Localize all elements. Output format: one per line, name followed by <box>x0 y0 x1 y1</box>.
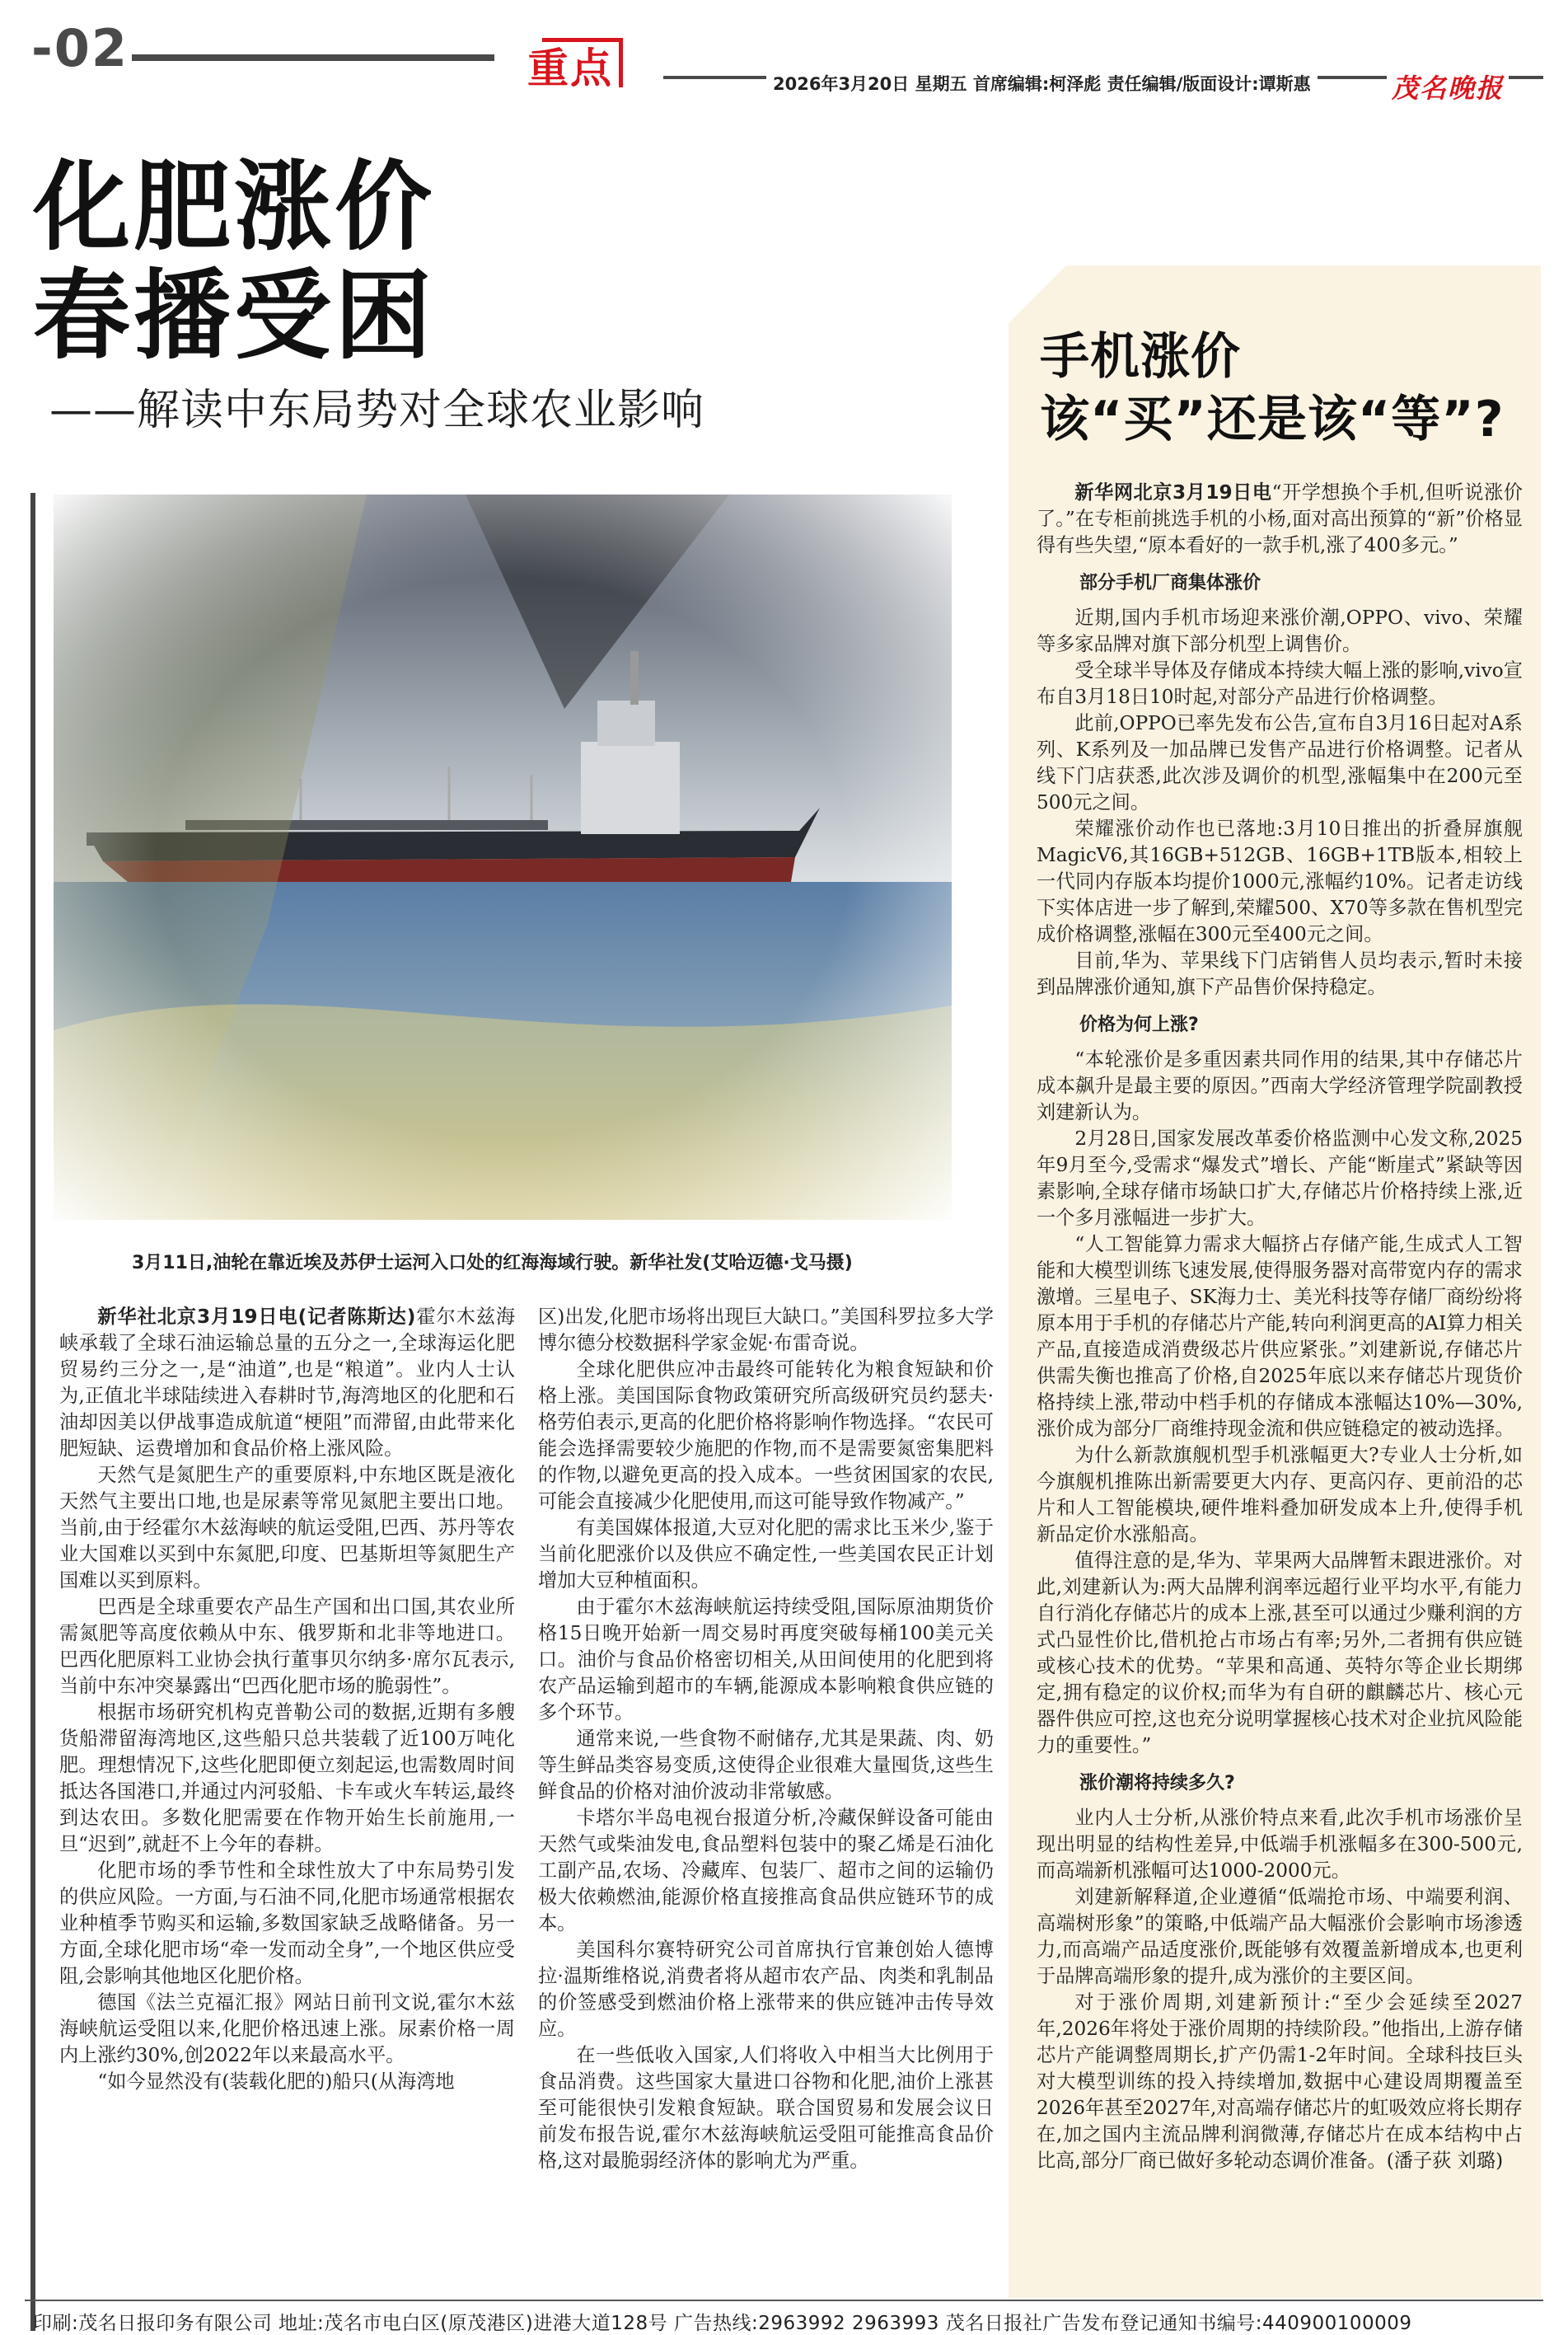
paragraph-text: 区)出发,化肥市场将出现巨大缺口。”美国科罗拉多大学博尔德分校数据科学家金妮·布雷奇说。 <box>538 1306 994 1354</box>
paragraph-text: 全球化肥供应冲击最终可能转化为粮食短缺和价格上涨。美国国际食物政策研究所高级研究员约瑟夫·格劳伯表示,更高的化肥价格将影响作物选择。“农民可能会选择需要较少施肥的作物,而不是需要氮密集肥料的作物,以避免更高的投入成本。一些贫困国家的农民,可能会直接减少化肥使用,而这可能导致作物减产。” <box>538 1358 994 1512</box>
article-paragraph <box>59 1990 515 2069</box>
footer-rule <box>25 2300 1543 2301</box>
paragraph-text: 由于霍尔木兹海峡航运持续受阻,国际原油期货价格15日晚开始新一周交易时再度突破每桶100美元关口。油价与食品价格密切相关,从田间使用的化肥到将农产品运输到超市的车辆,能源成本影响粮食供应链的多个环节。 <box>538 1596 994 1723</box>
paragraph-text: 在一些低收入国家,人们将收入中相当大比例用于食品消费。这些国家大量进口谷物和化肥,油价上涨甚至可能很快引发粮食短缺。联合国贸易和发展会议日前发布报告说,霍尔木兹海峡航运受阻可能推高食品价格,这对最脆弱经济体的影响尤为严重。 <box>538 2044 994 2172</box>
paragraph-text: 为什么新款旗舰机型手机涨幅更大?专业人士分析,如今旗舰机推陈出新需要更大内存、更高闪存、更前沿的芯片和人工智能模块,硬件堆料叠加研发成本上升,使得手机新品定价水涨船高。 <box>1037 1444 1523 1545</box>
dateline: 新华社北京3月19日电(记者陈斯达) <box>97 1306 416 1328</box>
header-rule-left <box>132 54 494 61</box>
paragraph-text: 对于涨价周期,刘建新预计:“至少会延续至2027年,2026年将处于涨价周期的持续阶段。”他指出,上游存储芯片产能调整周期长,扩产仍需1-2年时间。全球科技巨头对大模型训练的投入持续增加,数据中心建设周期覆盖至2026年甚至2027年,对高端存储芯片的虹吸效应将长期存在,加之国内主流品牌利润微薄,存储芯片在成本结构中占比高,部分厂商已做好多轮动态调价准备。(潘子荻 刘璐) <box>1037 1991 1523 2172</box>
sidebar-title-line-2: 该“买”还是该“等”? <box>1040 391 1505 448</box>
sidebar-paragraph <box>1037 1231 1523 1442</box>
article-paragraph <box>538 1304 994 1357</box>
footer-imprint: 印刷:茂名日报印务有限公司 地址:茂名市电白区(原茂港区)进港大道128号 广告热线:2963992 2963993 茂名日报社广告发布登记通知书编号:440900100009 <box>33 2313 1412 2334</box>
article-paragraph <box>538 1726 994 1805</box>
paragraph-text: 天然气是氮肥生产的重要原料,中东地区既是液化天然气主要出口地,也是尿素等常见氮肥主要出口地。当前,由于经霍尔木兹海峡的航运受阻,巴西、苏丹等农业大国难以买到中东氮肥,印度、巴基斯坦等氮肥生产国难以买到原料。 <box>59 1464 515 1592</box>
article-column-1 <box>59 1304 515 2095</box>
section-label: 重点 <box>527 45 613 92</box>
article-paragraph <box>538 1357 994 1515</box>
paragraph-text: 值得注意的是,华为、苹果两大品牌暂未跟进涨价。对此,刘建新认为:两大品牌利润率远超行业平均水平,有能力自行消化存储芯片的成本上涨,甚至可以通过少赚利润的方式凸显性价比,借机抢占市场占有率;另外,二者拥有供应链或核心技术的优势。“苹果和高通、英特尔等企业长期绑定,拥有稳定的议价权;而华为有自研的麒麟芯片、核心元器件供应可控,这也充分说明掌握核心技术对企业抗风险能力的重要性。” <box>1037 1550 1523 1756</box>
sidebar-paragraph <box>1037 1442 1523 1548</box>
sidebar-paragraph <box>1037 658 1523 710</box>
news-photo-tanker <box>54 495 952 1220</box>
paragraph-text: 荣耀涨价动作也已落地:3月10日推出的折叠屏旗舰MagicV6,其16GB+512GB、16GB+1TB版本,相较上一代同内存版本均提价1000元,涨幅约10%。记者走访线下实体店进一步了解到,荣耀500、X70等多款在售机型完成价格调整,涨幅在300元至400元之间。 <box>1037 818 1523 945</box>
headline-line-2: 春播受困 <box>33 259 436 373</box>
article-paragraph <box>59 1858 515 1990</box>
paragraph-text: 巴西是全球重要农产品生产国和出口国,其农业所需氮肥等高度依赖从中东、俄罗斯和北非等地进口。巴西化肥原料工业协会执行董事贝尔纳多·席尔瓦表示,当前中东冲突暴露出“巴西化肥市场的脆弱性”。 <box>59 1596 515 1697</box>
article-column-2 <box>538 1304 994 2174</box>
header-info: 2026年3月20日 星期五 首席编辑:柯泽彪 责任编辑/版面设计:谭斯惠 <box>766 71 1318 96</box>
section-tag <box>517 31 623 99</box>
article-paragraph <box>59 1304 515 1462</box>
headline <box>33 150 436 373</box>
sidebar-paragraph <box>1037 1548 1523 1759</box>
sidebar-title <box>1040 326 1505 451</box>
paragraph-text: 卡塔尔半岛电视台报道分析,冷藏保鲜设备可能由天然气或柴油发电,食品塑料包装中的聚乙烯是石油化工副产品,农场、冷藏库、包装厂、超市之间的运输仍极大依赖燃油,能源价格直接推高食品供应链环节的成本。 <box>538 1807 994 1934</box>
page-number: -02 <box>31 18 129 78</box>
sidebar-paragraph <box>1037 1884 1523 1990</box>
paragraph-text: 德国《法兰克福汇报》网站日前刊文说,霍尔木兹海峡航运受阻以来,化肥价格迅速上涨。尿素价格一周内上涨约30%,创2022年以来最高水平。 <box>59 1991 515 2066</box>
sidebar-corner-notch <box>1009 265 1066 323</box>
sidebar-subheading: 涨价潮将持续多久? <box>1079 1773 1235 1793</box>
sidebar-paragraph <box>1037 948 1523 1001</box>
sidebar-paragraph <box>1037 605 1523 658</box>
paragraph-text: 有美国媒体报道,大豆对化肥的需求比玉米少,鉴于当前化肥涨价以及供应不确定性,一些美国农民正计划增加大豆种植面积。 <box>538 1517 994 1592</box>
paragraph-text: 化肥市场的季节性和全球性放大了中东局势引发的供应风险。一方面,与石油不同,化肥市场通常根据农业种植季节购买和运输,多数国家缺乏战略储备。另一方面,全球化肥市场“牵一发而动全身”,一个地区供应受阻,会影响其他地区化肥价格。 <box>59 1859 515 1987</box>
dateline: 新华网北京3月19日电 <box>1074 481 1272 504</box>
paragraph-text: “开学想换个手机,但听说涨价了。”在专柜前挑选手机的小杨,面对高出预算的“新”价格显得有些失望,“原本看好的一款手机,涨了400多元。” <box>1037 481 1523 556</box>
sidebar-paragraph <box>1037 1805 1523 1884</box>
paragraph-text: 刘建新解释道,企业遵循“低端抢市场、中端要利润、高端树形象”的策略,中低端产品大幅涨价会影响市场渗透力,而高端产品适度涨价,既能够有效覆盖新增成本,也更利于品牌高端形象的提升,成为涨价的主要区间。 <box>1037 1886 1523 1987</box>
sidebar-paragraph <box>1037 1126 1523 1231</box>
paragraph-text: 此前,OPPO已率先发布公告,宣布自3月16日起对A系列、K系列及一加品牌已发售产品进行价格调整。记者从线下门店获悉,此次涉及调价的机型,涨幅集中在200元至500元之间。 <box>1037 712 1523 813</box>
sidebar-subheading: 部分手机厂商集体涨价 <box>1079 573 1261 593</box>
sidebar-title-line-1: 手机涨价 <box>1040 328 1241 386</box>
paragraph-text: “本轮涨价是多重因素共同作用的结果,其中存储芯片成本飙升是最主要的原因。”西南大学经济管理学院副教授刘建新认为。 <box>1037 1048 1523 1123</box>
paragraph-text: 受全球半导体及存储成本持续大幅上涨的影响,vivo宣布自3月18日10时起,对部分产品进行价格调整。 <box>1037 659 1523 708</box>
article-paragraph <box>59 1462 515 1594</box>
article-paragraph <box>538 1805 994 1937</box>
sidebar-paragraph <box>1037 816 1523 948</box>
sidebar-paragraph <box>1037 1047 1523 1126</box>
paper-logo: 茂名晚报 <box>1387 68 1509 105</box>
section-tag-frame <box>542 38 623 87</box>
article-paragraph <box>59 1594 515 1700</box>
sidebar-paragraph <box>1037 480 1523 559</box>
article-paragraph <box>59 1700 515 1858</box>
paragraph-text: 美国科尔赛特研究公司首席执行官兼创始人德博拉·温斯维格说,消费者将从超市农产品、肉类和乳制品的价签感受到燃油价格上涨带来的供应链冲击传导效应。 <box>538 1939 994 2040</box>
article-paragraph <box>538 2042 994 2174</box>
paragraph-text: “如今显然没有(装载化肥的)船只(从海湾地 <box>97 2070 455 2093</box>
paragraph-text: “人工智能算力需求大幅挤占存储产能,生成式人工智能和大模型训练飞速发展,使得服务器对高带宽内存的需求激增。三星电子、SK海力士、美光科技等存储厂商纷纷将原本用于手机的存储芯片产能,转向利润更高的AI算力相关产品,直接造成消费级芯片供应紧张。”刘建新说,存储芯片供需失衡也推高了价格,自2025年底以来存储芯片现货价格持续上涨,带动中档手机的存储成本涨幅达10%—30%,涨价成为部分厂商维持现金流和供应链稳定的被动选择。 <box>1037 1233 1523 1440</box>
paragraph-text: 近期,国内手机市场迎来涨价潮,OPPO、vivo、荣耀等多家品牌对旗下部分机型上调售价。 <box>1037 607 1523 655</box>
sidebar-paragraph <box>1037 1990 1523 2174</box>
article-paragraph <box>538 1937 994 2042</box>
sidebar-paragraph <box>1037 710 1523 816</box>
subheadline: ——解读中东局势对全球农业影响 <box>49 386 705 435</box>
left-column-rule <box>30 493 35 2331</box>
photo-caption: 3月11日,油轮在靠近埃及苏伊士运河入口处的红海海域行驶。新华社发(艾哈迈德·戈马摄) <box>132 1253 853 1273</box>
article-paragraph <box>538 1594 994 1726</box>
paragraph-text: 目前,华为、苹果线下门店销售人员均表示,暂时未接到品牌涨价通知,旗下产品售价保持稳定。 <box>1037 949 1523 998</box>
sidebar-body <box>1037 480 1523 2174</box>
paragraph-text: 2月28日,国家发展改革委价格监测中心发文称,2025年9月至今,受需求“爆发式”增长、产能“断崖式”紧缺等因素影响,全球存储市场缺口扩大,存储芯片价格持续上涨,近一个多月涨幅进一步扩大。 <box>1037 1128 1523 1229</box>
article-paragraph <box>538 1515 994 1594</box>
paragraph-text: 业内人士分析,从涨价特点来看,此次手机市场涨价呈现出明显的结构性差异,中低端手机涨幅多在300-500元,而高端新机涨幅可达1000-2000元。 <box>1037 1807 1523 1882</box>
sidebar-subheading: 价格为何上涨? <box>1079 1015 1199 1035</box>
article-paragraph <box>59 2069 515 2095</box>
paragraph-text: 通常来说,一些食物不耐储存,尤其是果蔬、肉、奶等生鲜品类容易变质,这使得企业很难大量囤货,这些生鲜食品的价格对油价波动非常敏感。 <box>538 1728 994 1803</box>
paragraph-text: 根据市场研究机构克普勒公司的数据,近期有多艘货船滞留海湾地区,这些船只总共装载了近100万吨化肥。理想情况下,这些化肥即便立刻起运,也需数周时间抵达各国港口,并通过内河驳船、卡车或火车转运,最终到达农田。多数化肥需要在作物开始生长前施用,一旦“迟到”,就赶不上今年的春耕。 <box>59 1701 515 1855</box>
paragraph-text: 霍尔木兹海峡承载了全球石油运输总量的五分之一,全球海运化肥贸易约三分之一,是“油道”,也是“粮道”。业内人士认为,正值北半球陆续进入春耕时节,海湾地区的化肥和石油却因美以伊战事造成航道“梗阻”而滞留,由此带来化肥短缺、运费增加和食品价格上涨风险。 <box>59 1306 516 1460</box>
headline-line-1: 化肥涨价 <box>33 150 436 264</box>
